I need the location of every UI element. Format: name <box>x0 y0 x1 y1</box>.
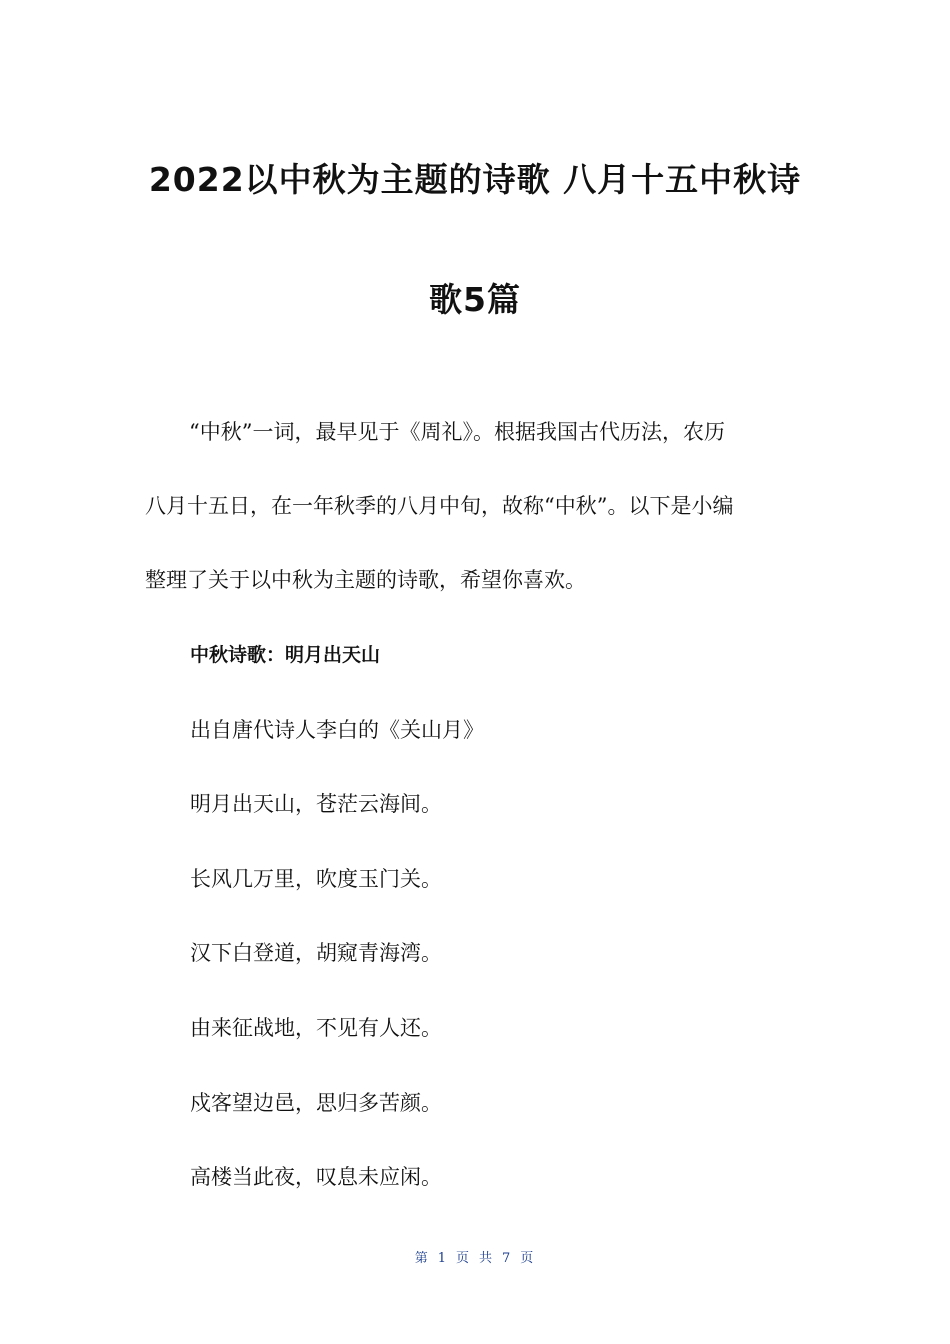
page-footer <box>0 1247 950 1266</box>
intro-line: 整理了关于以中秋为主题的诗歌，希望你喜欢。 <box>145 568 586 592</box>
footer-total-pages: 7 <box>502 1251 513 1266</box>
section-heading: 中秋诗歌：明月出天山 <box>190 644 381 666</box>
footer-page-number: 1 <box>437 1251 448 1266</box>
footer-prefix: 第 <box>414 1251 430 1266</box>
footer-total-suffix: 页 <box>520 1251 536 1266</box>
poem-verse: 戍客望边邑，思归多苦颜。 <box>190 1091 442 1115</box>
intro-paragraph <box>145 395 805 617</box>
intro-line: “中秋”一词，最早见于《周礼》。根据我国古代历法，农历 <box>189 420 725 444</box>
document-title-line-1: 2022以中秋为主题的诗歌 八月十五中秋诗 <box>148 160 802 199</box>
poem-verse: 汉下白登道，胡窥青海湾。 <box>190 941 442 965</box>
poem-verse: 由来征战地，不见有人还。 <box>190 1016 442 1040</box>
document-title-line-2: 歌5篇 <box>429 280 521 319</box>
poem-verse: 高楼当此夜，叹息未应闲。 <box>190 1165 442 1189</box>
footer-page-suffix: 页 <box>455 1251 471 1266</box>
footer-total-prefix: 共 <box>479 1251 495 1266</box>
intro-line: 八月十五日，在一年秋季的八月中旬，故称“中秋”。以下是小编 <box>145 494 734 518</box>
poem-source: 出自唐代诗人李白的《关山月》 <box>190 718 484 742</box>
poem-verse: 明月出天山，苍茫云海间。 <box>190 792 442 816</box>
poem-verse: 长风几万里，吹度玉门关。 <box>190 867 442 891</box>
